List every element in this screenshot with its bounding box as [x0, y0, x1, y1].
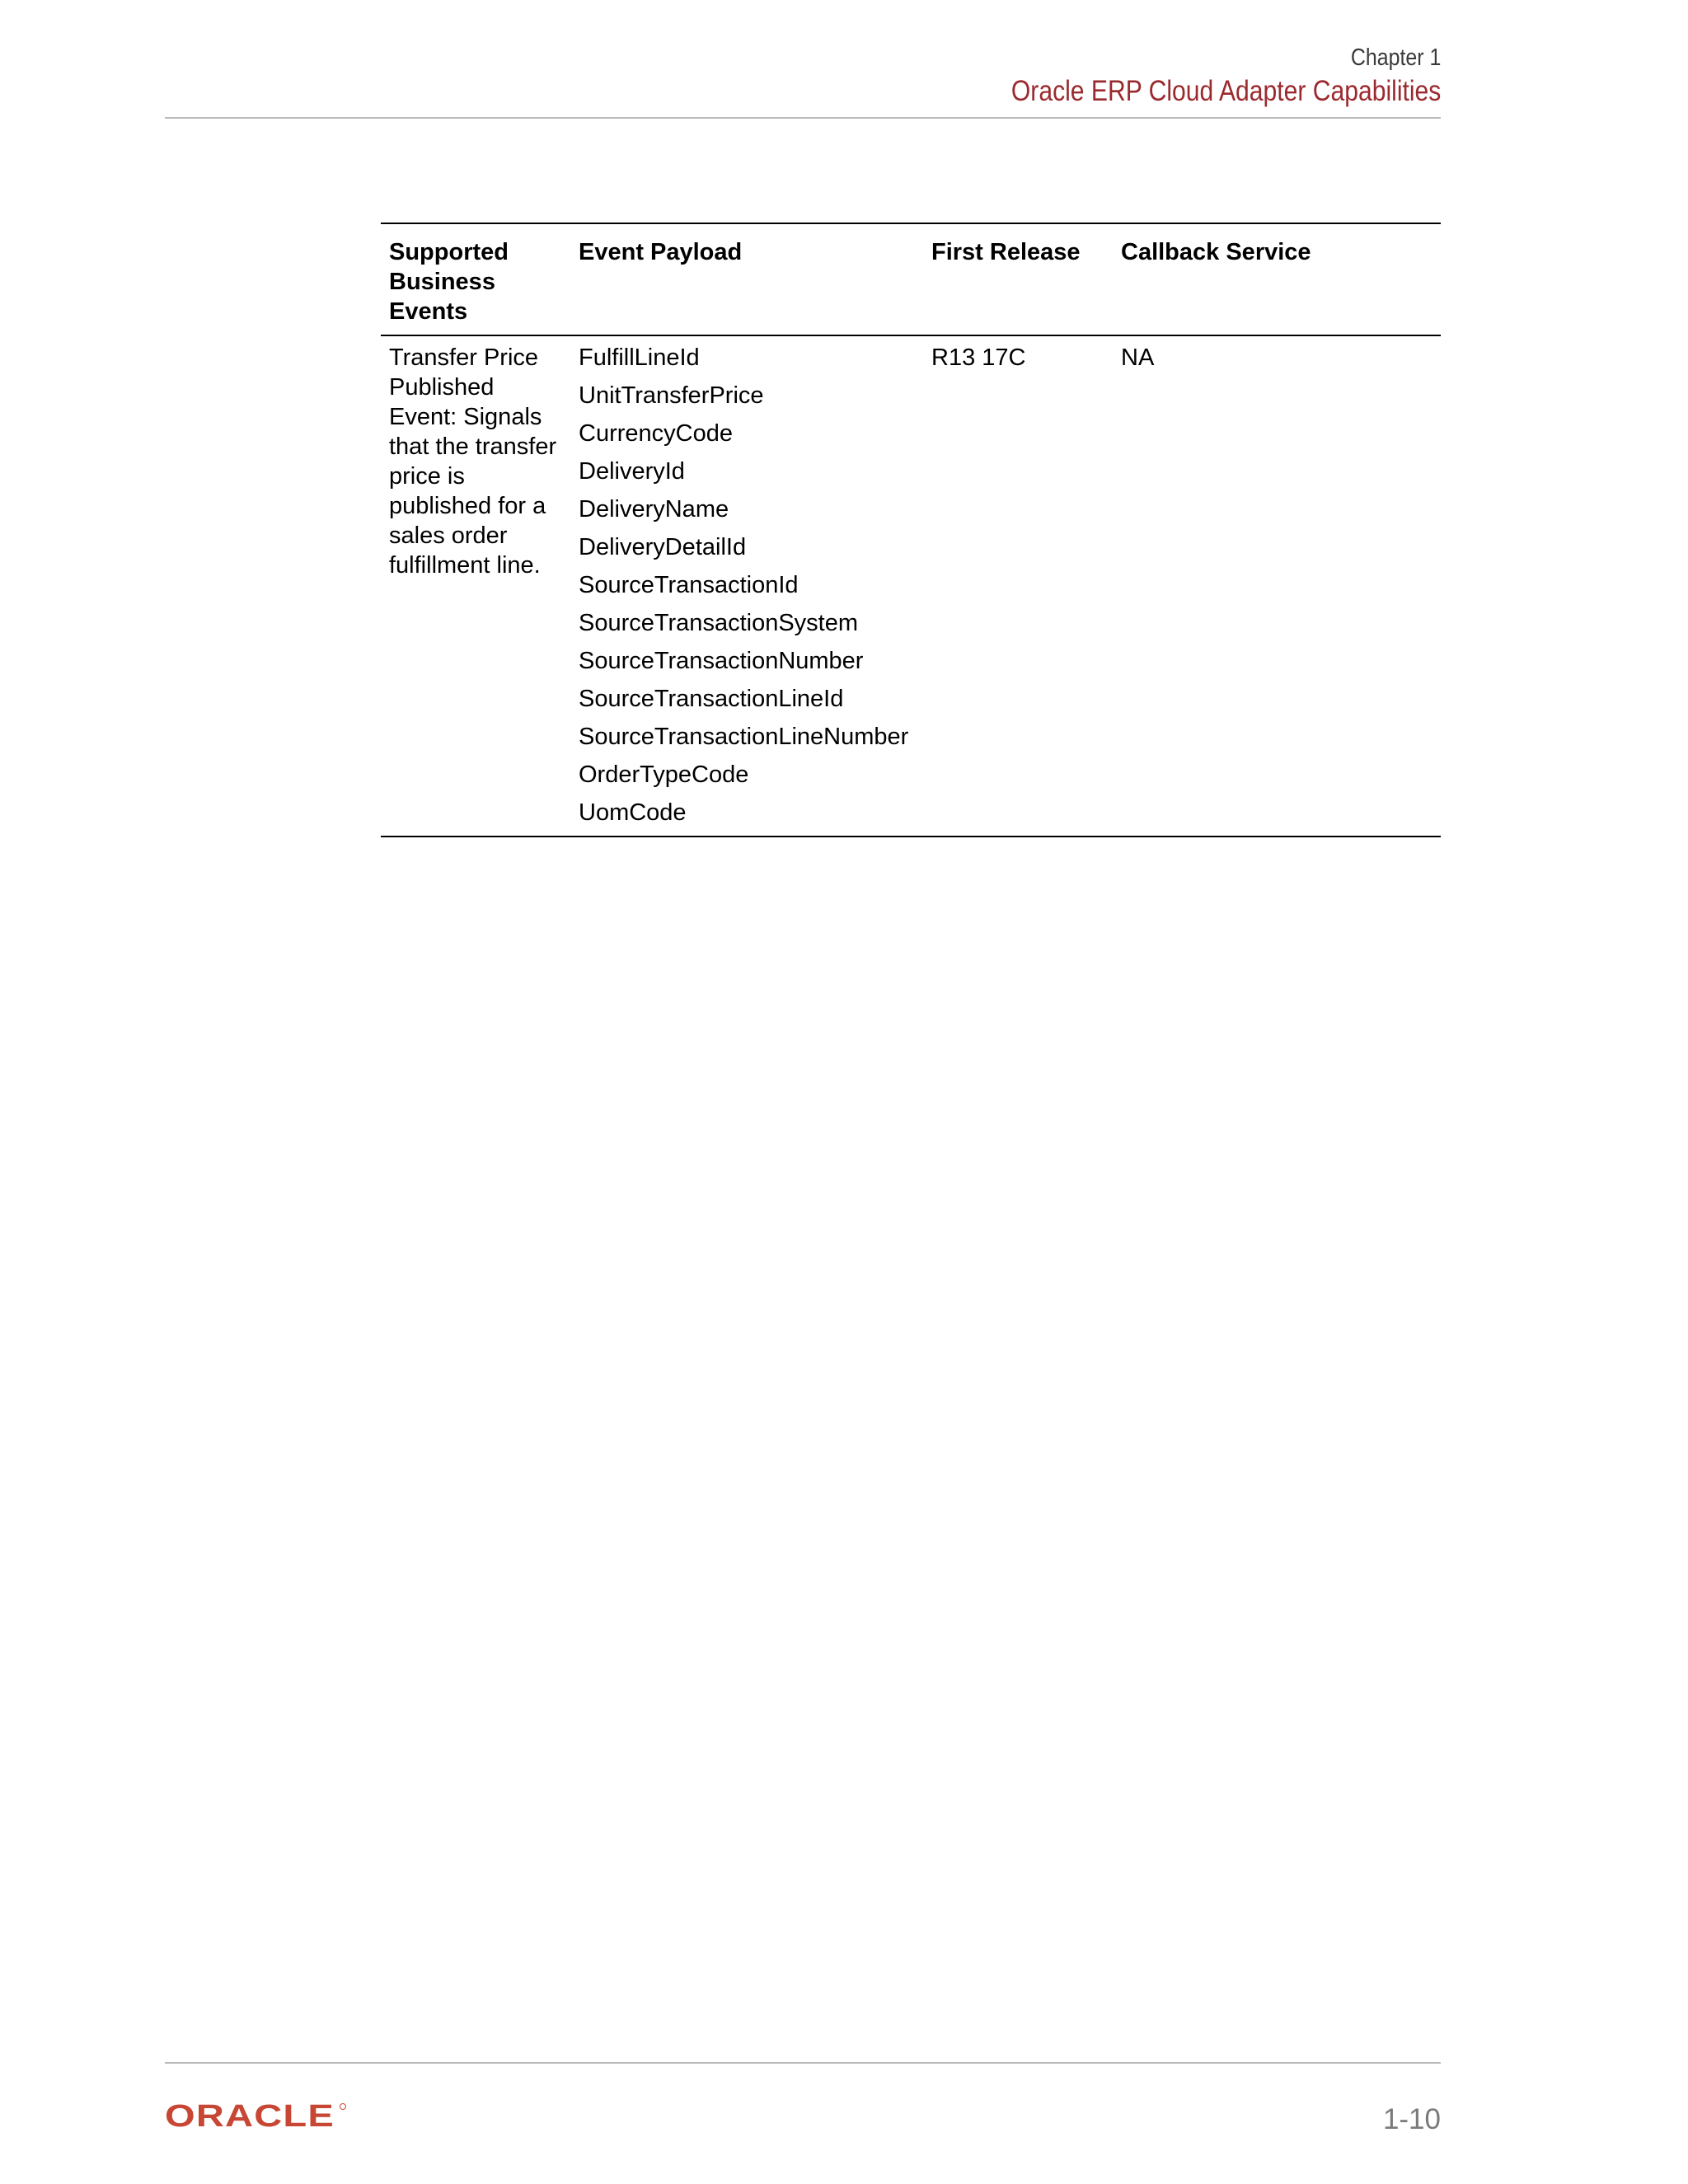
- payload-item: CurrencyCode: [579, 420, 733, 447]
- payload-item: DeliveryName: [579, 496, 729, 523]
- event-description-cell: Transfer Price Published Event: Signals that the transfer price is published for a sales order fulfillment line.: [389, 344, 557, 579]
- payload-item: DeliveryDetailId: [579, 534, 747, 560]
- header-divider: [165, 117, 1441, 119]
- payload-item: UomCode: [579, 799, 687, 826]
- section-title: Oracle ERP Cloud Adapter Capabilities: [1010, 75, 1441, 107]
- page-number: 1-10: [1382, 2103, 1441, 2135]
- table-header-row: [381, 223, 1441, 335]
- payload-item: DeliveryId: [579, 458, 685, 485]
- oracle-logo-icon: [165, 2102, 348, 2130]
- business-events-table: [381, 223, 1441, 837]
- first-release-cell: R13 17C: [931, 344, 1026, 371]
- column-header-first-release: First Release: [931, 239, 1081, 265]
- page-header: [941, 43, 1441, 109]
- payload-list: [579, 343, 915, 827]
- payload-item: FulfillLineId: [579, 344, 700, 371]
- oracle-logo: [165, 2102, 348, 2134]
- footer-divider: [165, 2062, 1441, 2064]
- callback-service-cell: NA: [1121, 344, 1155, 371]
- svg-text:ORACLE: ORACLE: [165, 2102, 335, 2130]
- payload-item: SourceTransactionLineId: [579, 686, 844, 712]
- chapter-label: Chapter 1: [1350, 45, 1441, 71]
- event-payload-cell: [570, 335, 923, 837]
- payload-item: SourceTransactionLineNumber: [579, 724, 909, 750]
- column-header-event-payload: Event Payload: [579, 239, 743, 265]
- column-header-supported-business-events: Supported Business Events: [389, 239, 509, 325]
- column-header-callback-service: Callback Service: [1121, 239, 1311, 265]
- payload-item: SourceTransactionSystem: [579, 610, 859, 636]
- payload-item: SourceTransactionNumber: [579, 648, 864, 674]
- payload-item: SourceTransactionId: [579, 572, 799, 598]
- payload-item: OrderTypeCode: [579, 762, 749, 788]
- payload-item: UnitTransferPrice: [579, 382, 764, 409]
- table-row: [381, 335, 1441, 837]
